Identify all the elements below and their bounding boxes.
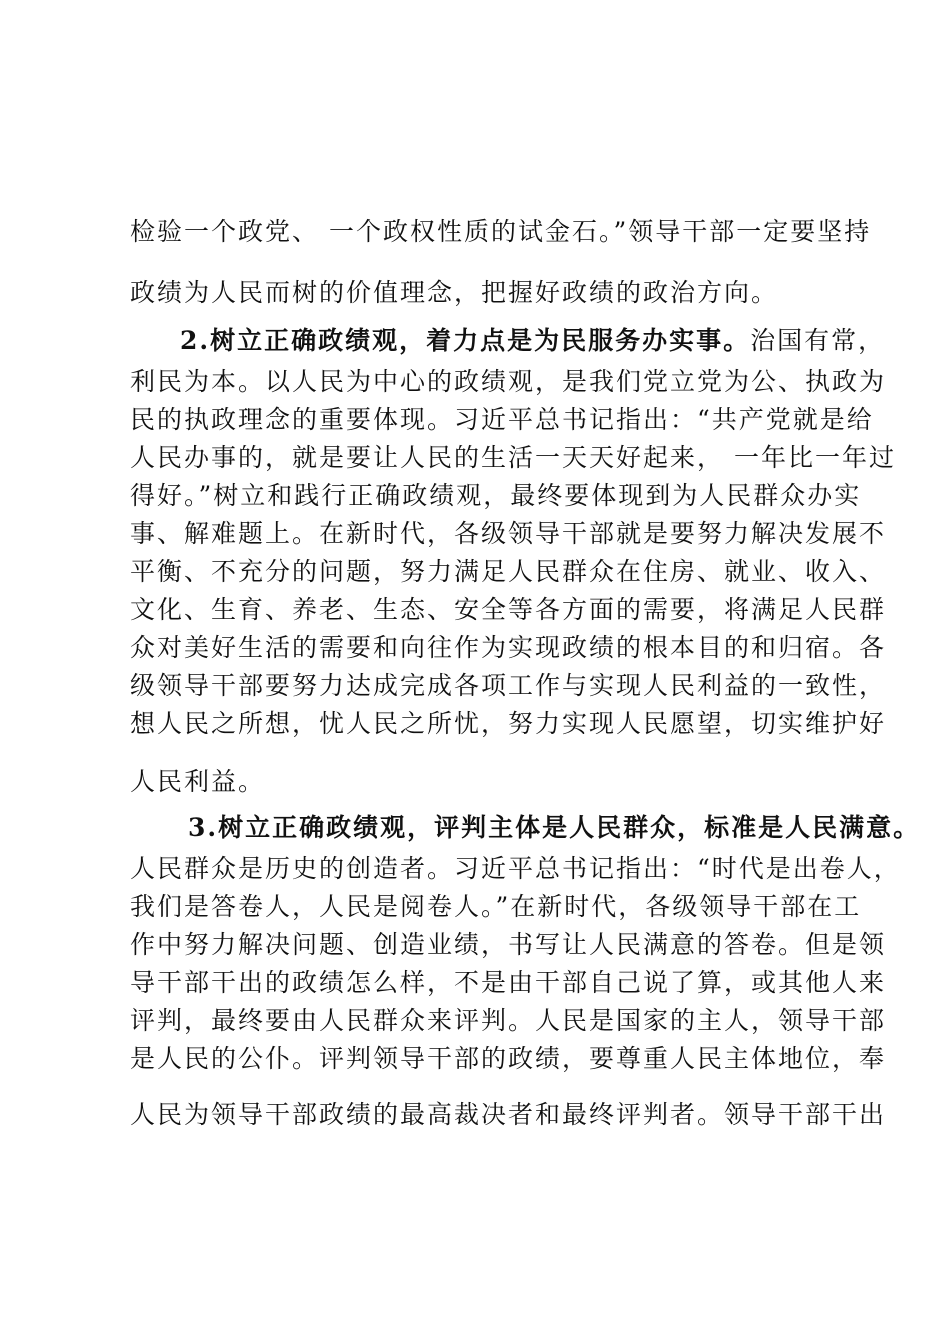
text-line: 级领导干部要努力达成完成各项工作与实现人民利益的一致性， xyxy=(130,671,887,700)
text-line: 人民群众是历史的创造者。习近平总书记指出：“时代是出卷人， xyxy=(130,854,901,883)
text-line: 政绩为人民而树的价值理念，把握好政绩的政治方向。 xyxy=(130,278,779,307)
section-2-heading-line: 2.树立正确政绩观，着力点是为民服务办实事。治国有常， xyxy=(180,326,886,355)
text-line: 事、解难题上。在新时代，各级领导干部就是要努力解决发展不 xyxy=(130,519,887,548)
text-line: 文化、生育、养老、生态、安全等各方面的需要，将满足人民群 xyxy=(130,595,887,624)
text-line: 利民为本。以人民为中心的政绩观，是我们党立党为公、执政为 xyxy=(130,367,887,396)
text-line: 检验一个政党、 一个政权性质的试金石。”领导干部一定要坚持 xyxy=(130,217,872,246)
text-line: 众对美好生活的需要和向往作为实现政绩的根本目的和归宿。各 xyxy=(130,633,887,662)
text-line: 平衡、不充分的问题，努力满足人民群众在住房、就业、收入、 xyxy=(130,557,887,586)
text-line: 人民办事的，就是要让人民的生活一天天好起来， 一年比一年过 xyxy=(130,443,896,472)
section-2-heading: 2.树立正确政绩观，着力点是为民服务办实事。 xyxy=(180,326,751,355)
text-line: 导干部干出的政绩怎么样，不是由干部自己说了算，或其他人来 xyxy=(130,968,887,997)
text-line: 我们是答卷人，人民是阅卷人。”在新时代，各级领导干部在工 xyxy=(130,892,862,921)
text-line: 得好。”树立和践行正确政绩观，最终要体现到为人民群众办实 xyxy=(130,481,862,510)
section-3-heading: 3.树立正确政绩观，评判主体是人民群众，标准是人民满意。 xyxy=(188,813,921,842)
text-line: 是人民的公仆。评判领导干部的政绩，要尊重人民主体地位，奉 xyxy=(130,1044,887,1073)
text-line: 人民为领导干部政绩的最高裁决者和最终评判者。领导干部干出 xyxy=(130,1100,887,1129)
text-line: 作中努力解决问题、创造业绩，书写让人民满意的答卷。但是领 xyxy=(130,930,887,959)
text-line: 人民利益。 xyxy=(130,767,266,796)
text-line: 评判，最终要由人民群众来评判。人民是国家的主人，领导干部 xyxy=(130,1006,887,1035)
section-3-heading-line xyxy=(188,812,921,844)
text-line: 想人民之所想，忧人民之所忧，努力实现人民愿望，切实维护好 xyxy=(130,709,887,738)
text-line: 民的执政理念的重要体现。习近平总书记指出：“共产党就是给 xyxy=(130,405,874,434)
